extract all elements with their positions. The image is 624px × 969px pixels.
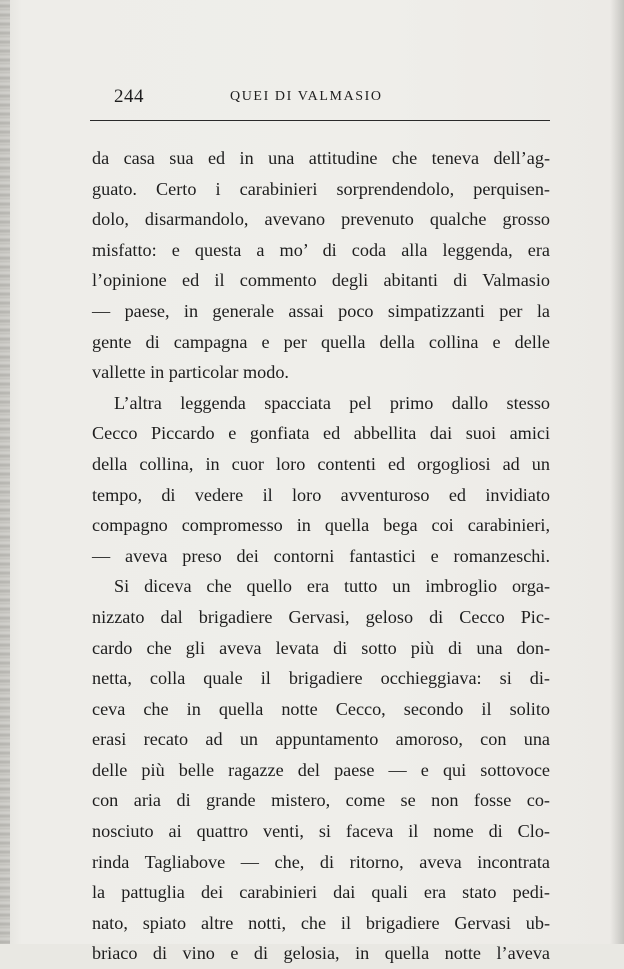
text-line: Si diceva che quello era tutto un imbroglio orga- xyxy=(114,576,550,597)
text-line: — aveva preso dei contorni fantastici e romanzeschi. xyxy=(92,545,550,566)
text-line: L’altra leggenda spacciata pel primo dallo stesso xyxy=(114,392,550,413)
text-line: netta, colla quale il brigadiere occhieggiava: si di- xyxy=(92,668,550,689)
text-line: dolo, disarmandolo, avevano prevenuto qualche grosso xyxy=(92,209,550,230)
text-line: nato, spiato altre notti, che il brigadiere Gervasi ub- xyxy=(92,912,550,933)
header-rule xyxy=(90,120,550,121)
text-line: tempo, di vedere il loro avventuroso ed invidiato xyxy=(92,484,550,505)
text-line: nosciuto ai quattro venti, si faceva il nome di Clo- xyxy=(92,821,550,842)
text-line: rinda Tagliabove — che, di ritorno, aveva incontrata xyxy=(92,851,550,872)
text-line: gente di campagna e per quella della collina e delle xyxy=(92,331,550,352)
page-edge-shadow xyxy=(610,0,624,944)
text-line: — paese, in generale assai poco simpatizzanti per la xyxy=(92,300,550,321)
text-line: guato. Certo i carabinieri sorprendendolo, perquisen- xyxy=(92,178,550,199)
running-title: QUEI DI VALMASIO xyxy=(230,89,383,104)
body-text xyxy=(92,143,550,969)
text-line: briaco di vino e di gelosia, in quella notte l’aveva xyxy=(92,943,550,964)
text-line: compagno compromesso in quella bega coi carabinieri, xyxy=(92,515,550,536)
text-line: con aria di grande mistero, come se non fosse co- xyxy=(92,790,550,811)
text-line: vallette in particolar modo. xyxy=(92,362,289,383)
text-line: delle più belle ragazze del paese — e qui sottovoce xyxy=(92,759,550,780)
text-line: da casa sua ed in una attitudine che teneva dell’ag- xyxy=(92,148,550,168)
text-line: l’opinione ed il commento degli abitanti di Valmasio xyxy=(92,270,550,291)
running-header xyxy=(114,86,538,112)
text-line: misfatto: e questa a mo’ di coda alla leggenda, era xyxy=(92,239,550,260)
text-line: ceva che in quella notte Cecco, secondo il solito xyxy=(92,698,550,719)
text-line: cardo che gli aveva levata di sotto più di una don- xyxy=(92,637,550,658)
text-line: erasi recato ad un appuntamento amoroso, con una xyxy=(92,729,550,750)
text-line: della collina, in cuor loro contenti ed orgogliosi ad un xyxy=(92,453,550,474)
text-line: Cecco Piccardo e gonfiata ed abbellita dai suoi amici xyxy=(92,423,550,444)
page-number: 244 xyxy=(114,86,144,107)
text-line: la pattuglia dei carabinieri dai quali era stato pedi- xyxy=(92,882,550,903)
page-gutter-shadow xyxy=(0,0,10,944)
text-line: nizzato dal brigadiere Gervasi, geloso di Cecco Pic- xyxy=(92,606,550,627)
